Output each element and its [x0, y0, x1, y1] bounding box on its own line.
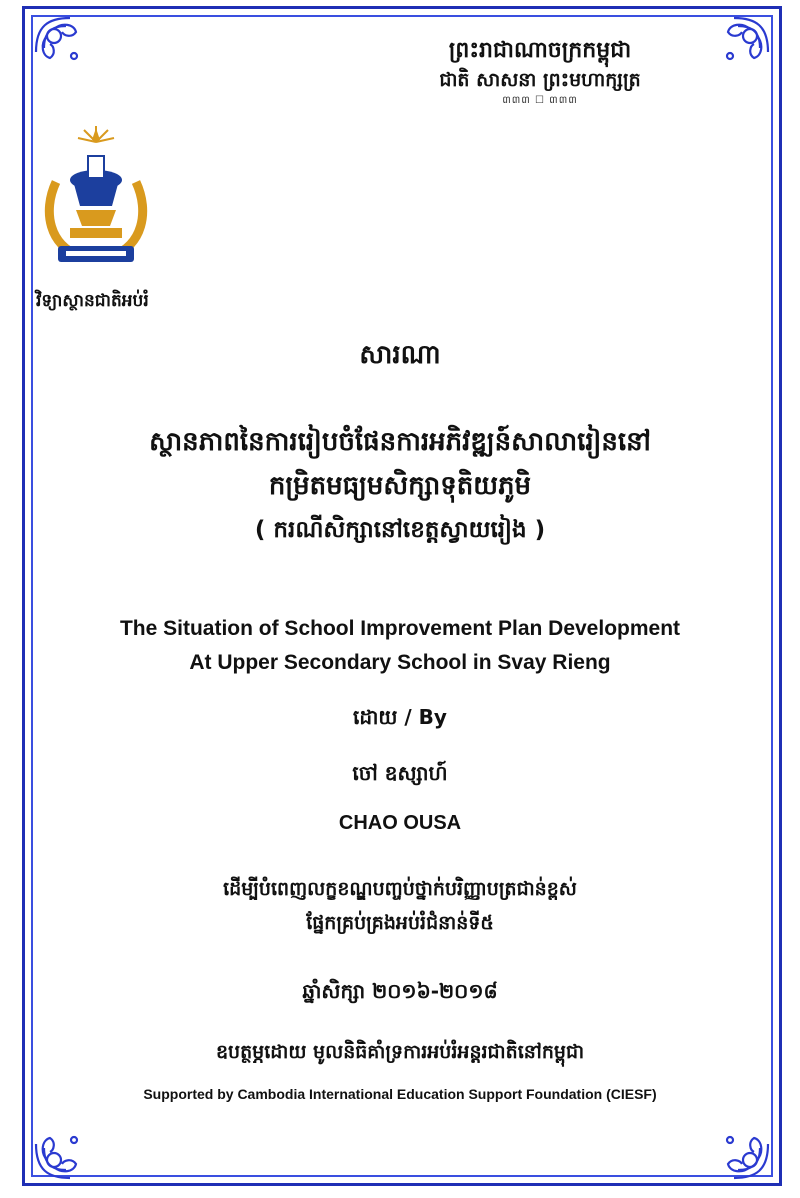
support-khmer: ឧបត្ថម្ភដោយ មូលនិធិគាំទ្រការអប់រំអន្តរជាតិនៅកម្ពុជា	[215, 1041, 585, 1063]
document-type: សារណា	[359, 340, 441, 370]
national-motto: ជាតិ សាសនា ព្រះមហាក្សត្រ	[439, 69, 641, 91]
khmer-title	[40, 420, 760, 552]
institute-name: វិទ្យាស្ថានជាតិអប់រំ	[36, 291, 149, 311]
academic-year: ឆ្នាំសិក្សា ២០១៦-២០១៨	[302, 979, 498, 1003]
support-english: Supported by Cambodia International Education Support Foundation (CIESF)	[143, 1086, 657, 1102]
author-khmer-name: ចៅ ឧស្សាហ៍	[352, 761, 448, 785]
author-english-name: CHAO OUSA	[338, 812, 462, 834]
emblem-logo-icon	[36, 122, 156, 282]
khmer-title-line1: ស្ថានភាពនៃការរៀបចំផែនការអភិវឌ្ឍន៍សាលារៀននៅ	[149, 427, 651, 457]
english-title-line1: The Situation of School Improvement Plan Development	[119, 617, 681, 640]
khmer-title-case-study: ( ករណីសិក្សានៅខេត្តស្វាយរៀង )	[254, 517, 546, 543]
corner-ornament-icon	[30, 12, 102, 84]
english-title	[40, 612, 760, 680]
khmer-title-line2: កម្រិតមធ្យមសិក្សាទុតិយភូមិ	[268, 471, 532, 501]
corner-ornament-icon	[30, 1112, 102, 1184]
purpose-line1: ដើម្បីបំពេញលក្ខខណ្ឌបញ្ចប់ថ្នាក់បរិញ្ញាបត្រជាន់ខ្ពស់	[223, 878, 577, 900]
english-title-line2: At Upper Secondary School in Svay Rieng	[189, 651, 611, 674]
purpose-statement	[40, 872, 760, 940]
header-ornament: ៣៣៣ ☐ ៣៣៣	[502, 95, 578, 106]
kingdom-name: ព្រះរាជាណាចក្រកម្ពុជា	[448, 38, 632, 63]
kingdom-header	[360, 36, 720, 108]
by-label: ដោយ / By	[353, 705, 447, 729]
purpose-line2: ផ្នែកគ្រប់គ្រងអប់រំជំនាន់ទី៥	[306, 912, 494, 934]
corner-ornament-icon	[702, 1112, 774, 1184]
